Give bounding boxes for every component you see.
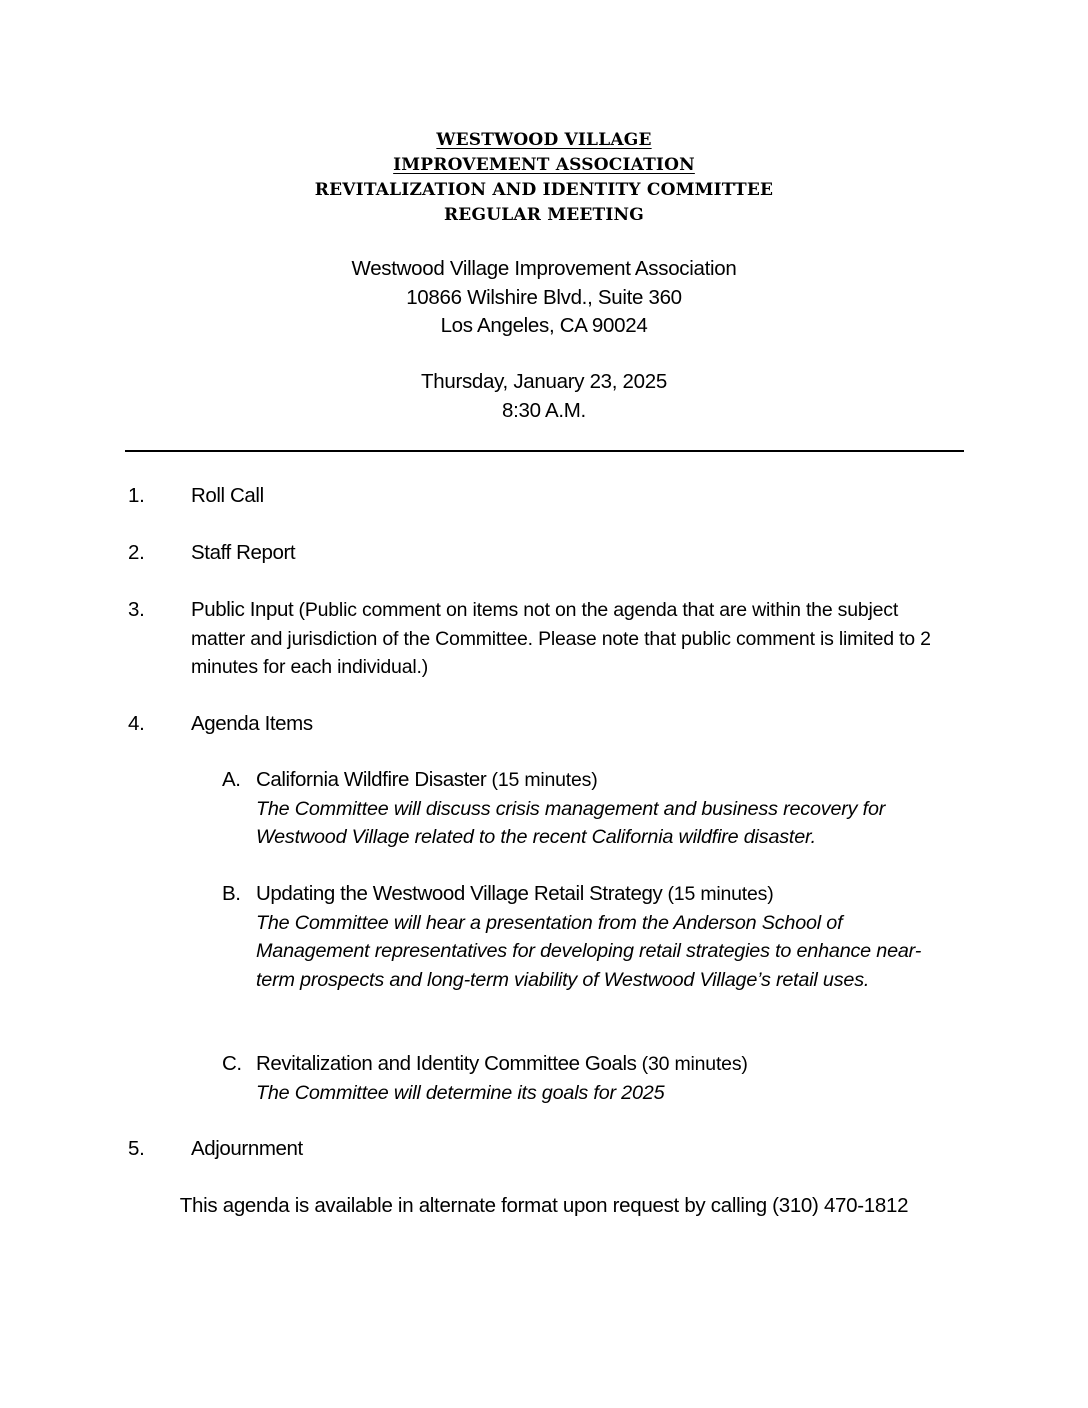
meeting-time: 8:30 A.M.	[502, 398, 586, 422]
subitem-duration: (30 minutes)	[636, 1053, 748, 1075]
location-name: Westwood Village Improvement Association	[351, 257, 737, 280]
agenda-item-number: 4.	[128, 712, 145, 735]
agenda-item-title: Public Input	[191, 598, 294, 621]
location-street: 10866 Wilshire Blvd., Suite 360	[406, 285, 682, 309]
committee-name: REVITALIZATION AND IDENTITY COMMITTEE	[314, 180, 774, 200]
agenda-item-number: 5.	[128, 1137, 145, 1160]
agenda-item-title: Roll Call	[191, 484, 264, 507]
agenda-item-number: 2.	[128, 541, 145, 564]
org-name-line1: WESTWOOD VILLAGE	[436, 130, 652, 150]
meeting-type: REGULAR MEETING	[443, 205, 644, 225]
subitem-letter: C.	[222, 1052, 242, 1075]
subitem-description: The Committee will hear a presentation from the Anderson School of Management representatives for developing retail strategies to enhance near-term prospects and long-term viability of Westwood Village’s retail uses.	[256, 911, 922, 991]
agenda-item-number: 1.	[128, 484, 145, 507]
location-city: Los Angeles, CA 90024	[440, 314, 648, 337]
subitem-title: Revitalization and Identity Committee Goals	[256, 1052, 637, 1075]
subitem-letter: B.	[222, 882, 241, 905]
subitem-letter: A.	[222, 768, 241, 791]
accessibility-notice: This agenda is available in alternate format upon request by calling (310) 470-1812	[179, 1194, 909, 1217]
agenda-item-title: Agenda Items	[191, 712, 313, 735]
agenda-item-number: 3.	[128, 598, 145, 621]
subitem-duration: (15 minutes)	[662, 883, 774, 905]
agenda-item-title: Adjournment	[191, 1137, 303, 1160]
subitem-description: The Committee will discuss crisis management and business recovery for Westwood Village related to the recent California wildfire disaster.	[256, 797, 886, 848]
agenda-item-description: (Public comment on items not on the agenda that are within the subject matter and jurisdiction of the Committee. Please note that public comment is limited to 2 minutes for each individual.)	[191, 599, 931, 678]
meeting-date: Thursday, January 23, 2025	[421, 370, 667, 393]
subitem-title: California Wildfire Disaster	[256, 768, 487, 791]
meeting-datetime	[0, 368, 1088, 425]
subitem-title: Updating the Westwood Village Retail Strategy	[256, 882, 663, 905]
meeting-location	[0, 255, 1088, 341]
subitem-description: The Committee will determine its goals for 2025	[256, 1081, 665, 1104]
document-header	[0, 128, 1088, 228]
org-name-line2: IMPROVEMENT ASSOCIATION	[393, 155, 695, 175]
agenda-item-title: Staff Report	[191, 541, 296, 564]
subitem-duration: (15 minutes)	[486, 769, 598, 791]
header-divider	[125, 450, 964, 452]
